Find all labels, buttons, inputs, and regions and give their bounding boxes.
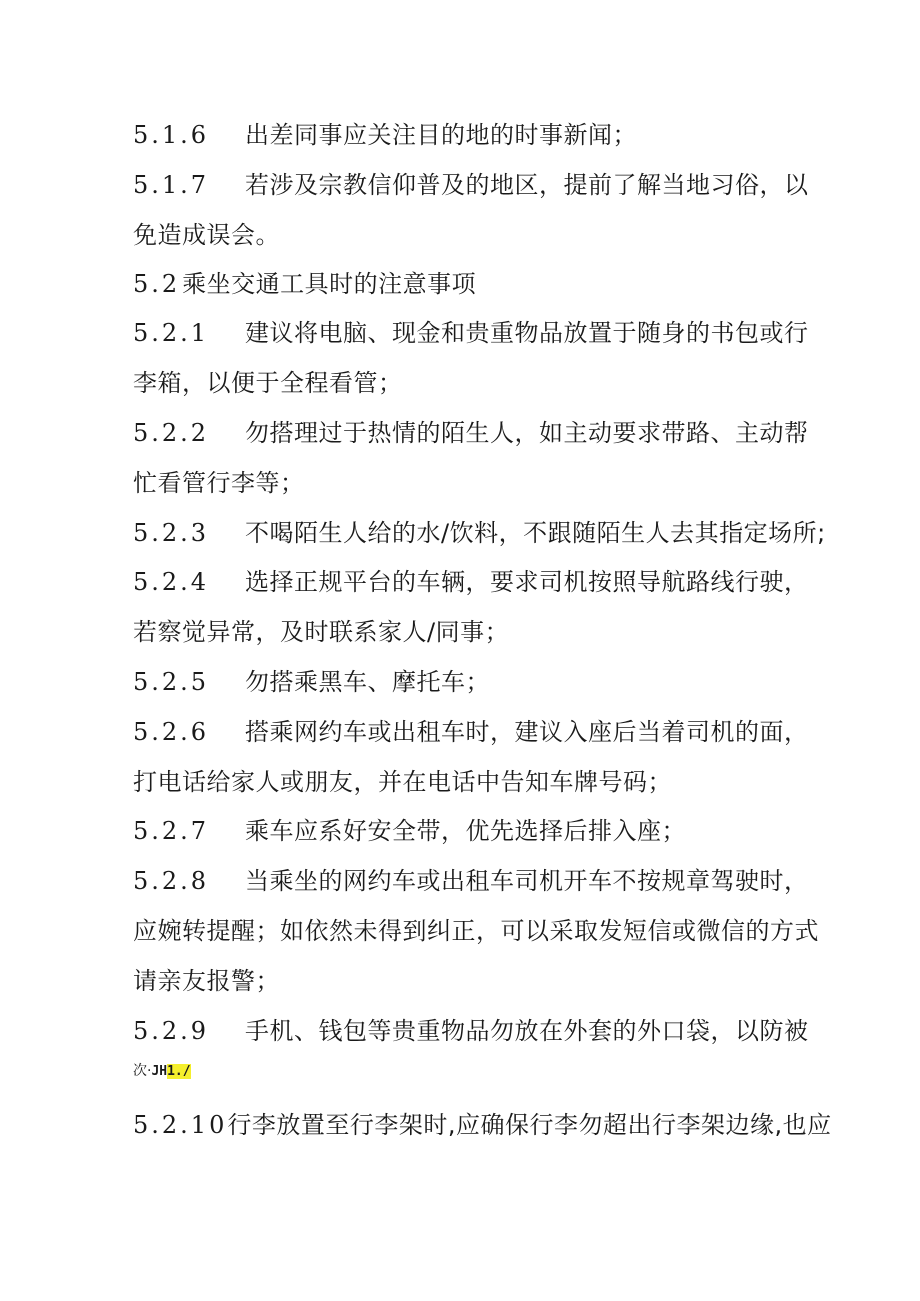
clause-number: 5.2.7 [133, 817, 210, 845]
clause-continuation [133, 966, 280, 996]
clause-text: 不喝陌生人给的水/饮料，不跟随陌生人去其指定场所; [245, 519, 826, 547]
clause-number: 5.2.10 [133, 1111, 228, 1139]
clause-continuation [133, 767, 672, 797]
clause-number: 5.2.2 [133, 419, 210, 447]
clause-text: 出差同事应关注目的地的时事新闻； [245, 121, 637, 149]
clause-text: 若涉及宗教信仰普及的地区，提前了解当地习俗，以 [245, 171, 809, 199]
clause-5-2-9 [133, 1016, 809, 1046]
clause-number: 5.2.1 [133, 319, 210, 347]
clause-continuation [133, 220, 280, 250]
clause-5-2-1 [133, 318, 809, 348]
section-number: 5.2 [133, 270, 181, 298]
fragment-prefix: 次· [133, 1063, 152, 1079]
clause-5-2-6 [133, 717, 809, 747]
clause-continuation [133, 468, 305, 498]
clause-5-2-5 [133, 667, 490, 697]
clause-number: 5.2.8 [133, 867, 210, 895]
clause-number: 5.1.7 [133, 171, 210, 199]
clause-5-2-3 [133, 518, 826, 548]
clause-text: 若察觉异常，及时联系家人/同事； [133, 618, 510, 646]
clause-5-2-2 [133, 418, 809, 448]
clause-number: 5.2.5 [133, 668, 210, 696]
clause-text: 勿搭乘黑车、摩托车； [245, 668, 490, 696]
clause-text: 行李放置至行李架时,应确保行李勿超出行李架边缘,也应 [227, 1111, 832, 1139]
section-title: 乘坐交通工具时的注意事项 [182, 270, 477, 298]
clause-continuation [133, 617, 509, 647]
clause-text: 当乘坐的网约车或出租车司机开车不按规章驾驶时， [245, 867, 809, 895]
clause-5-1-6 [133, 120, 637, 150]
section-heading-5-2 [133, 269, 476, 299]
clause-text: 手机、钱包等贵重物品勿放在外套的外口袋，以防被 [245, 1017, 809, 1045]
clause-text: 搭乘网约车或出租车时，建议入座后当着司机的面， [245, 718, 809, 746]
clause-number: 5.2.4 [133, 568, 210, 596]
clause-text: 应婉转提醒；如依然未得到纠正，可以采取发短信或微信的方式 [133, 917, 819, 945]
clause-text: 乘车应系好安全带，优先选择后排入座； [245, 817, 686, 845]
clause-number: 5.2.9 [133, 1017, 210, 1045]
clause-text: 免造成误会。 [133, 221, 280, 249]
clause-text: 选择正规平台的车辆，要求司机按照导航路线行驶， [245, 568, 809, 596]
clause-continuation [133, 368, 403, 398]
clause-number: 5.1.6 [133, 121, 210, 149]
highlighted-fragment: 1./ [167, 1064, 191, 1079]
clause-5-2-10 [133, 1110, 832, 1140]
clause-5-2-7 [133, 816, 686, 846]
clause-5-1-7 [133, 170, 809, 200]
clause-text: 忙看管行李等； [133, 469, 305, 497]
fragment-code: JH [151, 1064, 168, 1079]
clause-text: 请亲友报警； [133, 967, 280, 995]
clause-text: 建议将电脑、现金和贵重物品放置于随身的书包或行 [245, 319, 809, 347]
clause-number: 5.2.3 [133, 519, 210, 547]
garbled-fragment [133, 1062, 191, 1081]
clause-text: 李箱，以便于全程看管； [133, 369, 403, 397]
clause-text: 打电话给家人或朋友，并在电话中告知车牌号码； [133, 768, 672, 796]
clause-5-2-8 [133, 866, 809, 896]
clause-5-2-4 [133, 567, 809, 597]
clause-number: 5.2.6 [133, 718, 210, 746]
clause-continuation [133, 916, 819, 946]
clause-text: 勿搭理过于热情的陌生人，如主动要求带路、主动帮 [245, 419, 809, 447]
